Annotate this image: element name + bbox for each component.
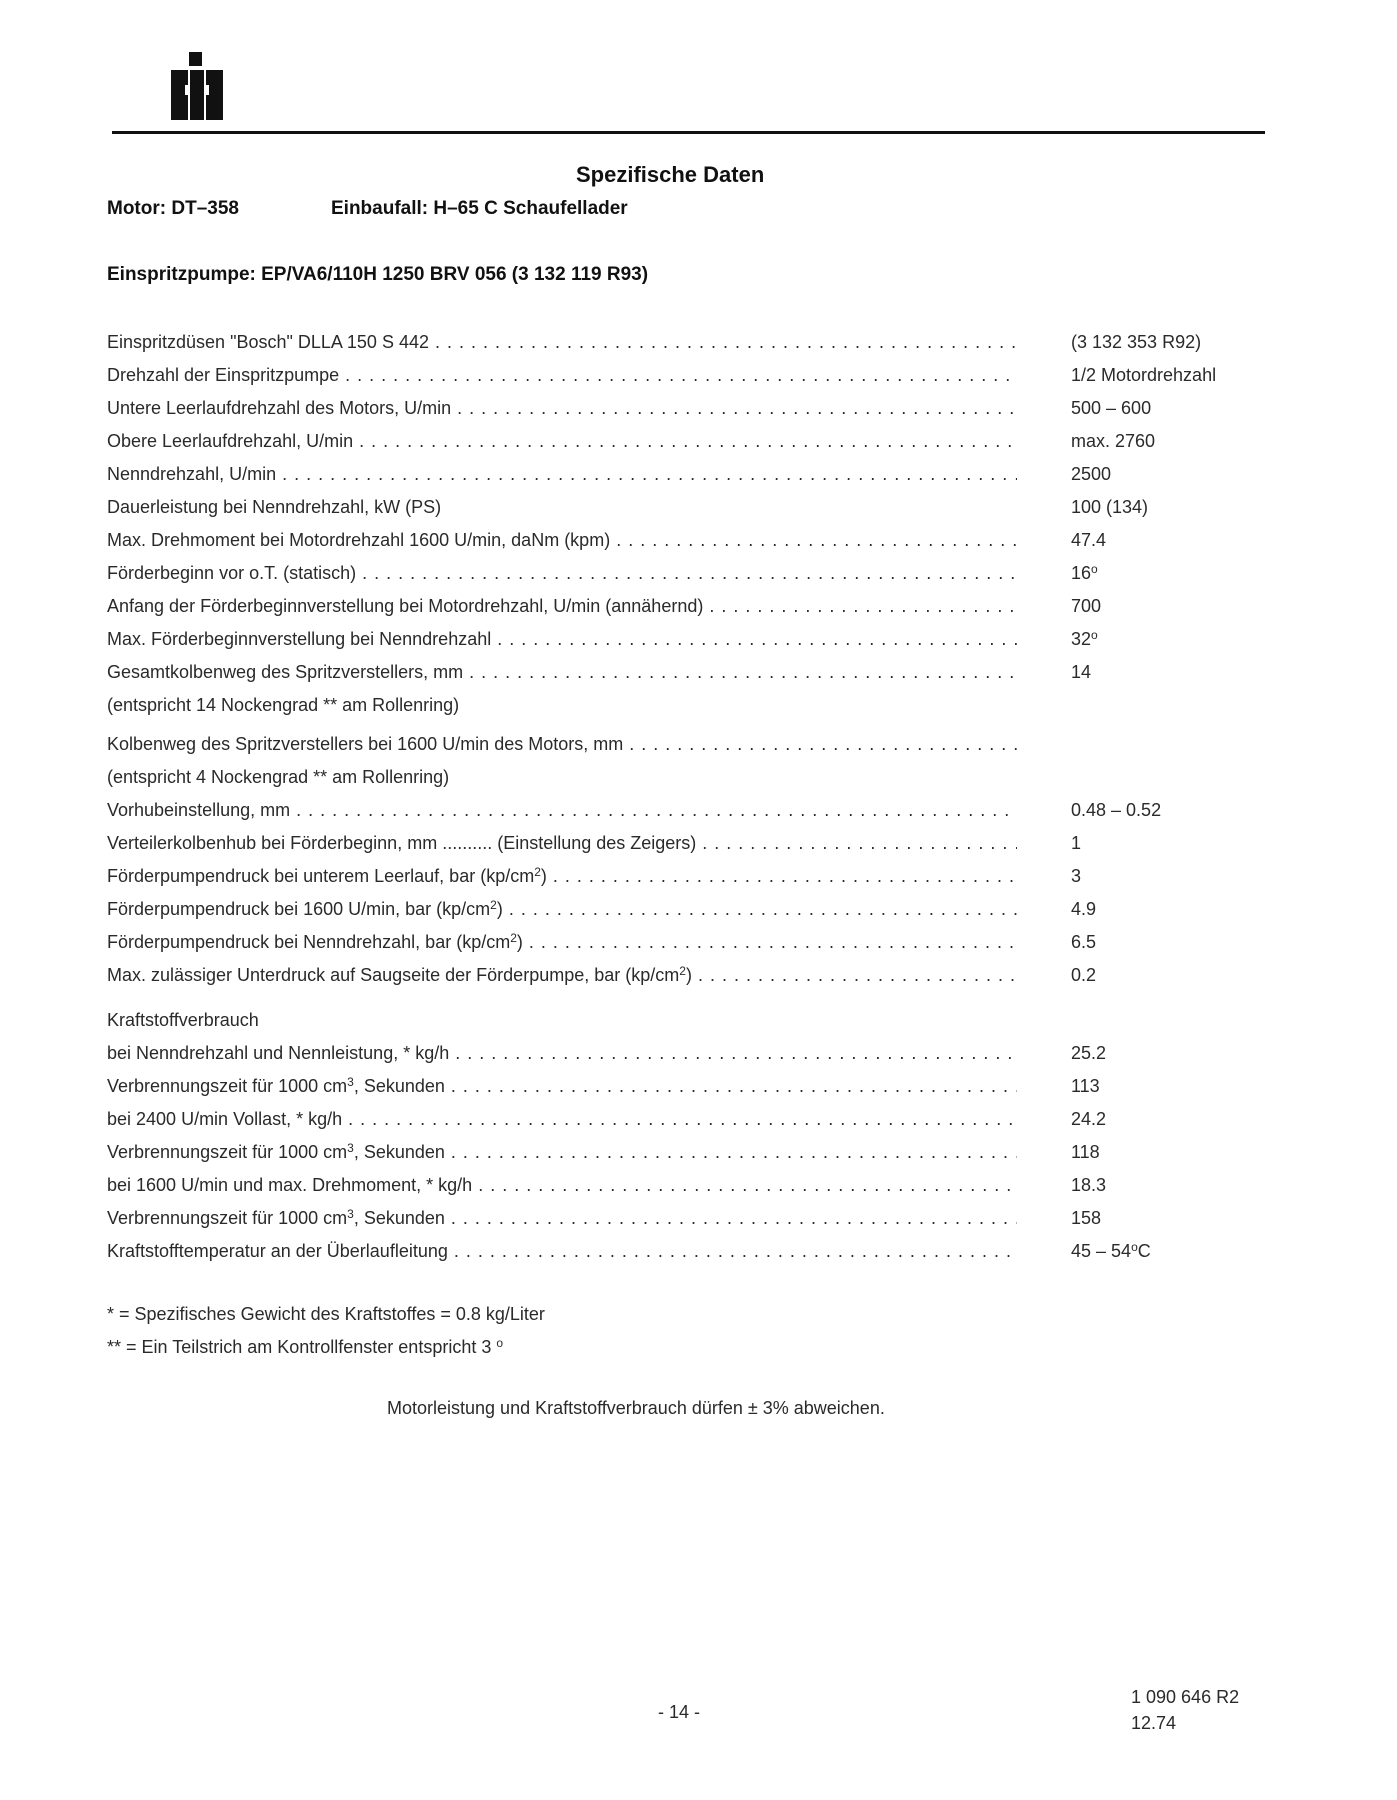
spec-label-text: bei 2400 U/min Vollast, * kg/h bbox=[107, 1109, 343, 1129]
spec-label-text: Vorhubeinstellung, mm bbox=[107, 800, 291, 820]
spec-value-text: 24.2 bbox=[1071, 1109, 1107, 1129]
spec-value-text: 100 (134) bbox=[1071, 497, 1149, 517]
spec-value-sup: o bbox=[1091, 562, 1098, 576]
spec-label bbox=[107, 660, 1017, 684]
spec-value bbox=[1071, 1107, 1106, 1131]
spec-value bbox=[1071, 363, 1216, 387]
spec-value-text: 4.9 bbox=[1071, 899, 1097, 919]
spec-row bbox=[107, 660, 1307, 693]
spec-label bbox=[107, 1206, 1017, 1230]
spec-value-text: 113 bbox=[1071, 1076, 1100, 1096]
spec-label-text: (entspricht 14 Nockengrad ** am Rollenring) bbox=[107, 695, 460, 715]
spec-value bbox=[1071, 660, 1091, 684]
spec-value-text: 47.4 bbox=[1071, 530, 1107, 550]
spec-label-text: Förderpumpendruck bei 1600 U/min, bar (kp/cm bbox=[107, 899, 491, 919]
spec-label bbox=[107, 462, 1017, 486]
spec-label bbox=[107, 693, 1017, 717]
spec-value bbox=[1071, 627, 1098, 651]
spec-label bbox=[107, 732, 1017, 756]
spec-value-text: 500 – 600 bbox=[1071, 398, 1152, 418]
spec-value bbox=[1071, 1173, 1106, 1197]
spec-value bbox=[1071, 897, 1096, 921]
spec-value bbox=[1071, 831, 1081, 855]
spec-label bbox=[107, 330, 1017, 354]
spec-label bbox=[107, 1239, 1017, 1263]
spec-row bbox=[107, 561, 1307, 594]
spec-label bbox=[107, 1074, 1017, 1098]
spec-label bbox=[107, 363, 1017, 387]
spec-row bbox=[107, 627, 1307, 660]
spec-value bbox=[1071, 561, 1098, 585]
spec-row bbox=[107, 1008, 1307, 1041]
spec-label bbox=[107, 897, 1017, 921]
spec-row bbox=[107, 897, 1307, 930]
spec-row bbox=[107, 765, 1307, 798]
spec-label bbox=[107, 831, 1017, 855]
spec-label-after: ) bbox=[496, 899, 503, 919]
spec-row bbox=[107, 1173, 1307, 1206]
footnote-2-text: ** = Ein Teilstrich am Kontrollfenster entspricht 3 bbox=[107, 1337, 492, 1357]
spec-label bbox=[107, 1107, 1017, 1131]
spec-value bbox=[1071, 396, 1151, 420]
spec-label-after: ) bbox=[540, 866, 547, 886]
spec-value-text: 1/2 Motordrehzahl bbox=[1071, 365, 1217, 385]
spec-label-after: , Sekunden bbox=[353, 1142, 445, 1162]
spec-label bbox=[107, 396, 1017, 420]
spec-label-text: bei Nenndrehzahl und Nennleistung, * kg/h bbox=[107, 1043, 450, 1063]
page-title: Spezifische Daten bbox=[576, 162, 765, 187]
header-rule bbox=[112, 131, 1265, 134]
spec-label-text: (entspricht 4 Nockengrad ** am Rollenring) bbox=[107, 767, 450, 787]
spec-label-text: Verbrennungszeit für 1000 cm bbox=[107, 1076, 348, 1096]
spec-value bbox=[1071, 864, 1081, 888]
spec-label bbox=[107, 864, 1017, 888]
spec-label-text: Förderpumpendruck bei unterem Leerlauf, bar (kp/cm bbox=[107, 866, 535, 886]
spec-label bbox=[107, 627, 1017, 651]
spec-value bbox=[1071, 1206, 1101, 1230]
spec-label bbox=[107, 1041, 1017, 1065]
spec-value bbox=[1071, 594, 1101, 618]
spec-label-text: Drehzahl der Einspritzpumpe bbox=[107, 365, 340, 385]
spec-label bbox=[107, 930, 1017, 954]
spec-row bbox=[107, 798, 1307, 831]
spec-row bbox=[107, 864, 1307, 897]
spec-label-text: Gesamtkolbenweg des Spritzverstellers, mm bbox=[107, 662, 464, 682]
reference-date: 12.74 bbox=[1131, 1713, 1177, 1733]
einspritzpumpe-label: Einspritzpumpe: EP/VA6/110H 1250 BRV 056 (3 132 119 R93) bbox=[107, 264, 649, 285]
spec-row bbox=[107, 1206, 1307, 1239]
spec-value-text: 0.48 – 0.52 bbox=[1071, 800, 1162, 820]
spec-row bbox=[107, 1074, 1307, 1107]
spec-label-after: , Sekunden bbox=[353, 1076, 445, 1096]
tolerance-note: Motorleistung und Kraftstoffverbrauch dürfen ± 3% abweichen. bbox=[387, 1398, 885, 1418]
spec-label-text: Kraftstofftemperatur an der Überlaufleitung bbox=[107, 1241, 448, 1261]
spec-value-sup: o bbox=[1091, 628, 1098, 642]
spec-value bbox=[1071, 963, 1096, 987]
spec-row bbox=[107, 330, 1307, 363]
einbaufall-label: Einbaufall: H–65 C Schaufellader bbox=[331, 198, 628, 219]
spec-table bbox=[107, 330, 1307, 1272]
spec-value-text: 700 bbox=[1071, 596, 1102, 616]
spec-row bbox=[107, 732, 1307, 765]
spec-label-text: Einspritzdüsen "Bosch" DLLA 150 S 442 bbox=[107, 332, 429, 352]
spec-value-text: 0.2 bbox=[1071, 965, 1097, 985]
spec-value bbox=[1071, 1140, 1100, 1164]
spec-value-text: 18.3 bbox=[1071, 1175, 1107, 1195]
spec-label-text: Förderpumpendruck bei Nenndrehzahl, bar (kp/cm bbox=[107, 932, 511, 952]
spec-label-text: Förderbeginn vor o.T. (statisch) bbox=[107, 563, 357, 583]
spec-row bbox=[107, 1239, 1307, 1272]
spec-value-text: 158 bbox=[1071, 1208, 1102, 1228]
spec-label-sup: 2 bbox=[490, 898, 497, 912]
spec-label-sup: 2 bbox=[679, 964, 686, 978]
spec-label-text: Obere Leerlaufdrehzahl, U/min bbox=[107, 431, 354, 451]
spec-value-text: 1 bbox=[1071, 833, 1082, 853]
spec-label-text: Verbrennungszeit für 1000 cm bbox=[107, 1142, 348, 1162]
spec-value-text: max. 2760 bbox=[1071, 431, 1156, 451]
spec-label-sup: 2 bbox=[534, 865, 541, 879]
spec-label-sup: 3 bbox=[347, 1141, 354, 1155]
spec-label-text: Max. zulässiger Unterdruck auf Saugseite der Förderpumpe, bar (kp/cm bbox=[107, 965, 680, 985]
spec-row bbox=[107, 429, 1307, 462]
spec-label-text: Max. Drehmoment bei Motordrehzahl 1600 U/min, daNm (kpm) bbox=[107, 530, 611, 550]
page-number: - 14 - bbox=[658, 1702, 701, 1722]
spec-value-text: 2500 bbox=[1071, 464, 1112, 484]
spec-value-text: 32 bbox=[1071, 629, 1092, 649]
spec-value-text: 118 bbox=[1071, 1142, 1100, 1162]
spec-label-text: Anfang der Förderbeginnverstellung bei Motordrehzahl, U/min (annähernd) bbox=[107, 596, 704, 616]
spec-row bbox=[107, 963, 1307, 996]
spec-label-after: ) bbox=[516, 932, 523, 952]
spec-label-text: Kolbenweg des Spritzverstellers bei 1600 U/min des Motors, mm bbox=[107, 734, 624, 754]
spec-row bbox=[107, 495, 1307, 528]
spec-value-after: C bbox=[1137, 1241, 1151, 1261]
spec-label bbox=[107, 1173, 1017, 1197]
ih-logo bbox=[167, 52, 231, 122]
spec-label-text: Dauerleistung bei Nenndrehzahl, kW (PS) bbox=[107, 497, 442, 517]
spec-value bbox=[1071, 1239, 1151, 1263]
spec-value bbox=[1071, 429, 1155, 453]
spec-label-sup: 3 bbox=[347, 1075, 354, 1089]
reference-number: 1 090 646 R2 bbox=[1131, 1687, 1240, 1707]
spec-row bbox=[107, 528, 1307, 561]
spec-label bbox=[107, 429, 1017, 453]
spec-label-text: Verbrennungszeit für 1000 cm bbox=[107, 1208, 348, 1228]
document-reference bbox=[1131, 1684, 1239, 1736]
spec-row bbox=[107, 1041, 1307, 1074]
spec-row bbox=[107, 363, 1307, 396]
spec-value-text: 16 bbox=[1071, 563, 1092, 583]
spec-row bbox=[107, 594, 1307, 627]
spec-value bbox=[1071, 930, 1096, 954]
spec-value bbox=[1071, 462, 1111, 486]
footnote-2 bbox=[107, 1337, 503, 1358]
spec-label-after: , Sekunden bbox=[353, 1208, 445, 1228]
spec-value-text: (3 132 353 R92) bbox=[1071, 332, 1202, 352]
spec-row bbox=[107, 693, 1307, 726]
spec-label-text: Nenndrehzahl, U/min bbox=[107, 464, 277, 484]
spec-label-sup: 2 bbox=[510, 931, 517, 945]
spec-label-text: bei 1600 U/min und max. Drehmoment, * kg/h bbox=[107, 1175, 473, 1195]
spec-label bbox=[107, 1140, 1017, 1164]
spec-value-sup: o bbox=[1131, 1240, 1138, 1254]
spec-label bbox=[107, 594, 1017, 618]
spec-label-text: Untere Leerlaufdrehzahl des Motors, U/min bbox=[107, 398, 452, 418]
spec-label-after: ) bbox=[685, 965, 692, 985]
spec-label bbox=[107, 561, 1017, 585]
spec-row bbox=[107, 396, 1307, 429]
spec-value bbox=[1071, 798, 1161, 822]
spec-label bbox=[107, 495, 1017, 519]
footnote-2-sup: o bbox=[496, 1336, 504, 1350]
spec-row bbox=[107, 1107, 1307, 1140]
spec-value bbox=[1071, 495, 1148, 519]
spec-value-text: 6.5 bbox=[1071, 932, 1097, 952]
spec-value-text: 3 bbox=[1071, 866, 1082, 886]
spec-value bbox=[1071, 330, 1201, 354]
spec-value-text: 25.2 bbox=[1071, 1043, 1107, 1063]
spec-label-text: Max. Förderbeginnverstellung bei Nenndrehzahl bbox=[107, 629, 492, 649]
spec-label bbox=[107, 765, 1017, 789]
motor-label: Motor: DT–358 bbox=[107, 198, 239, 219]
spec-value bbox=[1071, 1041, 1106, 1065]
spec-label-text: Verteilerkolbenhub bei Förderbeginn, mm .......... (Einstellung des Zeigers) bbox=[107, 833, 697, 853]
spec-label-sup: 3 bbox=[347, 1207, 354, 1221]
footnote-1: * = Spezifisches Gewicht des Kraftstoffes = 0.8 kg/Liter bbox=[107, 1304, 545, 1324]
spec-value-text: 14 bbox=[1071, 662, 1092, 682]
spec-value bbox=[1071, 1074, 1100, 1098]
spec-label bbox=[107, 963, 1017, 987]
spec-row bbox=[107, 831, 1307, 864]
spec-label bbox=[107, 798, 1017, 822]
spec-row bbox=[107, 930, 1307, 963]
spec-label bbox=[107, 528, 1017, 552]
spec-row bbox=[107, 1140, 1307, 1173]
spec-row bbox=[107, 462, 1307, 495]
spec-label bbox=[107, 1008, 1017, 1032]
spec-value bbox=[1071, 528, 1106, 552]
spec-label-text: Kraftstoffverbrauch bbox=[107, 1010, 259, 1030]
spec-value-text: 45 – 54 bbox=[1071, 1241, 1132, 1261]
